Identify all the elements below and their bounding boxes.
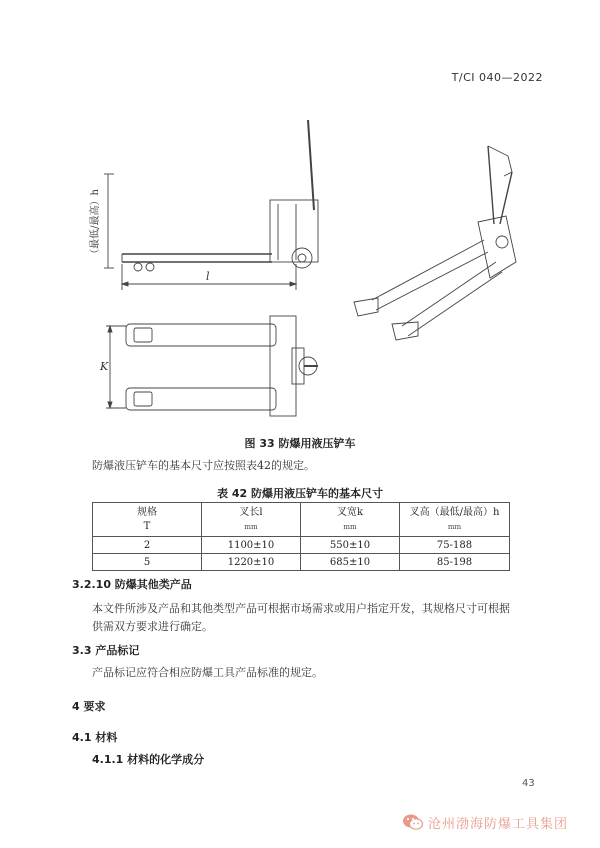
section-3-2-10-text: 本文件所涉及产品和其他类型产品可根据市场需求或用户指定开发，其规格尺寸可根据供需双方要求进行确定。 [92, 602, 510, 633]
watermark [402, 812, 568, 832]
page-number: 43 [522, 778, 535, 789]
table-header-row [93, 503, 510, 537]
table-row: 5 1220±10 685±10 85-198 [93, 554, 510, 571]
wechat-icon [402, 813, 424, 831]
figure-caption: 图 33 防爆用液压铲车 [244, 437, 356, 450]
table-caption: 表 42 防爆用液压铲车的基本尺寸 [217, 487, 383, 500]
col-header-height: 叉高（最低/最高）h mm [400, 503, 510, 537]
top-view-drawing [106, 316, 318, 416]
table-row: 2 1100±10 550±10 75-188 [93, 537, 510, 554]
intro-paragraph: 防爆液压铲车的基本尺寸应按照表42的规定。 [92, 459, 315, 472]
dim-height-label: （最低/最高）h [90, 189, 101, 259]
watermark-text: 沧州渤海防爆工具集团 [428, 816, 569, 832]
section-4-title: 4 要求 [72, 700, 106, 713]
side-view-drawing [104, 120, 318, 290]
col-header-width: 叉宽k mm [301, 503, 400, 537]
document-code: T/CI 040—2022 [451, 71, 543, 84]
section-3-3-title: 3.3 产品标记 [72, 644, 140, 657]
section-4-1-1-title: 4.1.1 材料的化学成分 [92, 753, 205, 766]
section-3-2-10-title: 3.2.10 防爆其他类产品 [72, 578, 192, 591]
col-header-spec: 规格 T [93, 503, 202, 537]
spec-table [92, 502, 510, 571]
dim-width-label: K [100, 360, 109, 373]
pallet-truck-figure [92, 112, 522, 430]
section-4-1-title: 4.1 材料 [72, 731, 118, 744]
perspective-view-drawing [354, 146, 516, 340]
col-header-length: 叉长l mm [202, 503, 301, 537]
section-3-3-text: 产品标记应符合相应防爆工具产品标准的规定。 [92, 666, 323, 679]
dim-length-label: l [206, 270, 210, 283]
